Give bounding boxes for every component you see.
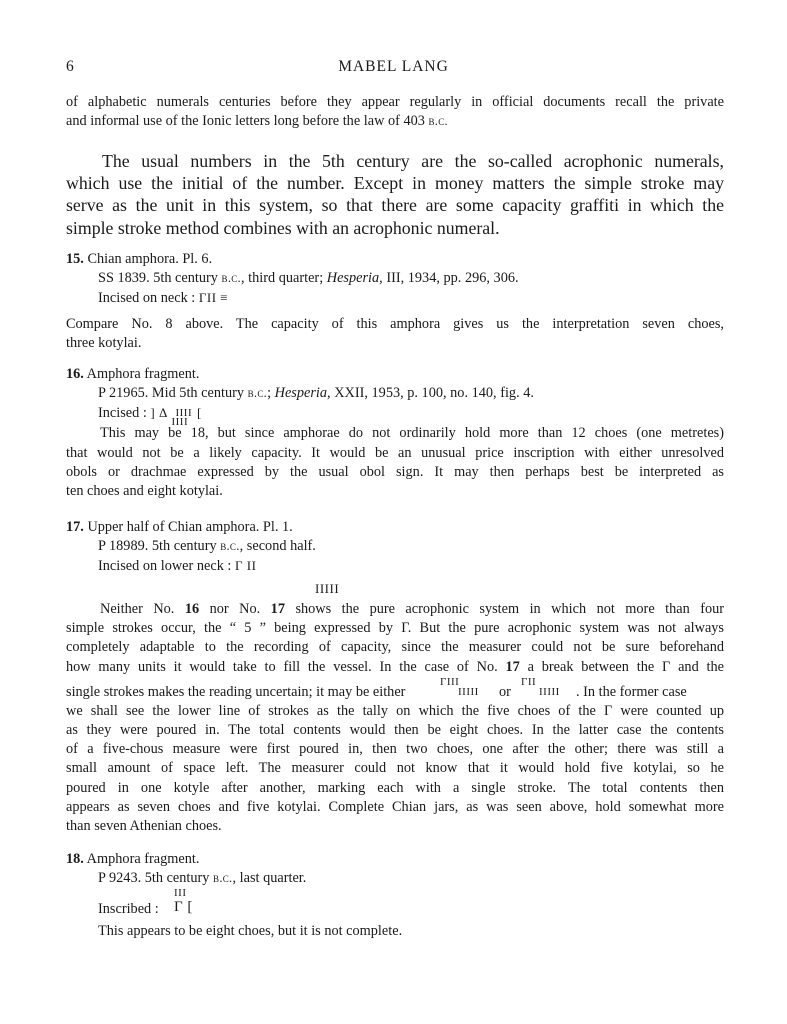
comment-line: ten choes and eight kotylai. [66,483,223,500]
discussion-line: Neither No. 16 nor No. 17 shows the pure acrophonic system in which not more than four [100,601,725,617]
discussion-line: we shall see the lower line of strokes as the tally on which the five choes of the Γ were counted up [66,702,724,719]
ref-text: SS 1839. 5th century [98,270,218,287]
inscription-label: Inscribed : [98,901,159,918]
entry-number: 16. [66,366,84,382]
discussion-line: as they were poured in. The total contents would then be eight choes. In the latter case the contents [66,722,724,739]
inscription-stack: III Γ [ [174,887,193,916]
entry-title: Amphora fragment. [86,851,200,867]
lead-paragraph [66,150,724,239]
inscription-second-line [66,579,724,599]
discussion-line: poured in one kotyle after another, marking each with a single stroke. The total contents then [66,779,724,796]
catalog-entry-18 [66,850,724,942]
entry-heading [66,850,724,869]
entry-ref: 16 [184,601,200,617]
entry-inscription [66,888,724,920]
entry-ref: 17 [505,658,520,675]
era-abbrev: b.c. [221,271,241,286]
ref-text: P 21965. Mid 5th century [98,385,245,402]
comment-line: This may be 18, but since amphorae do not ordinarily hold more than 12 choes (one metretes) [100,425,724,442]
comment-line: Compare No. 8 above. The capacity of this amphora gives us the interpretation seven choes, [66,315,724,332]
entry-reference [66,869,724,888]
inscription-mark: IIIII [315,580,340,596]
catalog-entry-15 [66,250,724,353]
entry-title: Amphora fragment. [86,366,200,382]
ref-text: , second half. [239,538,316,555]
discussion-paragraph [66,600,724,836]
entry-reference [66,269,724,288]
journal-title: Hesperia, [326,270,383,287]
discussion-text: single strokes makes the reading uncertain; it may be either [66,683,406,700]
comment-line: obols or drachmae expressed by the usual obol sign. It may then perhaps best be interpreted as [66,463,724,480]
reading-alt-1: ΓΙΙΙ IIIII [440,675,479,698]
discussion-line-alternatives [66,677,724,702]
entry-number: 18. [66,851,84,867]
discussion-line: how many units it would take to fill the vessel. In the case of No. 17 a break between the Γ and the [66,658,724,675]
lead-line: The usual numbers in the 5th century are the so-called acrophonic numerals, [102,151,724,171]
ref-text: , last quarter. [232,870,307,887]
intro-line [66,112,724,131]
ref-text: P 9243. 5th century [98,870,210,887]
inscription-mark: [ [197,405,202,421]
entry-number: 15. [66,251,84,267]
inscription-mark: Γ ΙΙ [234,558,257,574]
ref-text: P 18989. 5th century [98,538,217,555]
entry-inscription [66,288,724,308]
entry-comment [66,315,724,353]
entry-comment: This appears to be eight choes, but it is not complete. [98,923,403,940]
entry-heading [66,518,724,537]
journal-title: Hesperia, [274,385,331,402]
discussion-line: completely adaptable to the recording of capacity, since the measurer could not be sure beforehand [66,639,724,656]
lead-line: which use the initial of the number. Except in money matters the simple stroke may [66,173,724,194]
intro-paragraph [66,93,724,131]
discussion-text: or [499,683,511,700]
comment-line: that would not be a likely capacity. It would be an unusual price inscription with either unresolved [66,444,724,461]
era-abbrev: b.c. [428,114,448,129]
catalog-entry-17 [66,518,724,599]
inscription-stack [171,406,193,428]
discussion-line: small amount of space left. The measurer could not know that it would hold five kotylai, so he [66,760,724,777]
entry-title: Chian amphora. Pl. 6. [87,251,213,267]
inscription-mark: ΓΙΙ ≡ [198,290,229,306]
ref-text: , third quarter; [240,270,324,287]
entry-ref: 17 [270,601,285,617]
entry-inscription [66,556,724,576]
entry-heading [66,250,724,269]
entry-number: 17. [66,519,84,535]
era-abbrev: b.c. [220,539,240,554]
discussion-line: simple strokes occur, the “ 5 ” being expressed by Γ. But the pure acrophonic system was not always [66,620,724,637]
ref-text: XXII, 1953, p. 100, no. 140, fig. 4. [334,385,534,402]
stack-bottom: IIII [171,415,189,428]
entry-inscription [66,403,724,428]
discussion-text: . In the former case [576,683,687,700]
entry-heading [66,365,724,384]
lead-line: serve as the unit in this system, so that there are some capacity graffiti in which the [66,195,724,216]
era-abbrev: b.c. [247,386,268,401]
entry-title: Upper half of Chian amphora. Pl. 1. [87,519,293,535]
stack-top: IIII [175,406,193,419]
inscription-label: Incised on lower neck : [98,558,232,575]
inscription-label: Incised : [98,405,147,422]
intro-text: and informal use of the Ionic letters long before the law of 403 [66,113,425,130]
lead-line: simple stroke method combines with an acrophonic numeral. [66,217,500,238]
ref-text: ; [267,385,272,402]
entry-reference [66,384,724,403]
reading-alt-2: ΓΙΙ IIIII [521,675,560,698]
entry-comment [66,424,724,501]
ref-text: III, 1934, pp. 296, 306. [386,270,519,287]
discussion-line: of a five-chous measure were first poured in, then two choes, one after the other; there was still a [66,741,724,758]
entry-reference [66,537,724,556]
catalog-entry-16 [66,365,724,501]
page-number: 6 [66,58,74,75]
comment-line: three kotylai. [66,334,142,351]
running-title: MABEL LANG [338,58,449,75]
era-abbrev: b.c. [213,871,233,886]
inscription-label: Incised on neck : [98,290,196,307]
discussion-line: than seven Athenian choes. [66,818,222,835]
inscription-mark: ] Δ [150,405,168,421]
discussion-line: appears as seven choes and five kotylai. Complete Chian jars, as was seen above, hold somewhat more [66,798,724,815]
intro-line: of alphabetic numerals centuries before they appear regularly in official documents recall the private [66,94,724,110]
